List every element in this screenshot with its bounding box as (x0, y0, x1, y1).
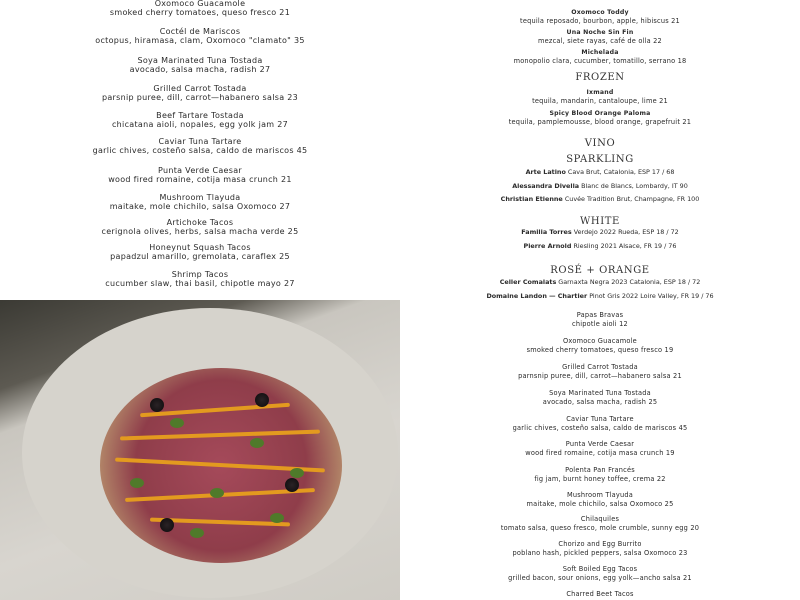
wine-item (400, 168, 800, 177)
drink-name: Michelada (581, 49, 619, 56)
menu-item-name: Honeynut Squash Tacos (149, 243, 251, 252)
wine-producer: Alessandra Divella (512, 182, 580, 190)
drink-description: monopolio clara, cucumber, tomatillo, serrano 18 (513, 57, 687, 65)
wine-producer: Domaine Landon — Chartier (486, 292, 588, 300)
menu-item-name: Oxomoco Guacamole (154, 0, 246, 8)
menu-item-description: cerignola olives, herbs, salsa macha verde 25 (101, 227, 299, 236)
menu-item-name: Chilaquiles (580, 515, 620, 523)
menu-item-description: smoked cherry tomatoes, queso fresco 21 (109, 8, 291, 17)
wine-item (400, 278, 800, 287)
wine-details: Riesling 2021 Alsace, FR 19 / 76 (573, 242, 677, 250)
menu-item-name: Shrimp Tacos (171, 270, 229, 279)
wine-details: Garnaxta Negra 2023 Catalonia, ESP 18 / 72 (558, 278, 701, 286)
menu-item-description: avocado, salsa macha, radish 27 (129, 65, 271, 74)
menu-item-description: grilled bacon, sour onions, egg yolk—ancho salsa 21 (508, 574, 692, 582)
menu-item-name: Caviar Tuna Tartare (158, 137, 242, 146)
menu-item-name: Mushroom Tlayuda (566, 491, 634, 499)
right-menu-page (400, 0, 800, 600)
menu-item-name: Soya Marinated Tuna Tostada (137, 56, 263, 65)
menu-item-description: wood fired romaine, cotija masa crunch 19 (525, 449, 675, 457)
wine-details: Pinot Gris 2022 Loire Valley, FR 19 / 76 (589, 292, 714, 300)
menu-item-description: garlic chives, costeño salsa, caldo de mariscos 45 (92, 146, 308, 155)
drink-description: tequila, pamplemousse, blood orange, grapefruit 21 (508, 118, 692, 126)
menu-item-description: poblano hash, pickled peppers, salsa Oxomoco 23 (512, 549, 688, 557)
wine-item (400, 228, 800, 237)
menu-item-name: Artichoke Tacos (166, 218, 234, 227)
tostada (100, 368, 342, 563)
wine-producer: Pierre Arnold (523, 242, 572, 250)
wine-producer: Familia Torres (521, 228, 572, 236)
wine-item (400, 195, 800, 204)
wine-item (400, 242, 800, 251)
menu-item-name: Soft Boiled Egg Tacos (562, 565, 638, 573)
wine-item (400, 292, 800, 301)
menu-item-name: Papas Bravas (576, 311, 624, 319)
menu-item-description: maitake, mole chichilo, salsa Oxomoco 27 (109, 202, 291, 211)
menu-item-name: Mushroom Tlayuda (159, 193, 241, 202)
drink-name: Oxomoco Toddy (571, 9, 629, 16)
menu-item-name: Chorizo and Egg Burrito (558, 540, 642, 548)
menu-item-description: maitake, mole chichilo, salsa Oxomoco 25 (526, 500, 674, 508)
drink-description: mezcal, siete rayas, café de olla 22 (538, 37, 662, 45)
menu-item-name: Punta Verde Caesar (157, 166, 243, 175)
menu-item-description: wood fired romaine, cotija masa crunch 21 (108, 175, 292, 184)
wine-details: Verdejo 2022 Rueda, ESP 18 / 72 (573, 228, 679, 236)
menu-item-name: Grilled Carrot Tostada (562, 363, 638, 371)
menu-item-description: cucumber slaw, thai basil, chipotle mayo 27 (105, 279, 295, 288)
menu-item-name: Oxomoco Guacamole (563, 337, 637, 345)
menu-item-description: octopus, hiramasa, clam, Oxomoco "clamato" 35 (95, 36, 305, 45)
menu-item-description: smoked cherry tomatoes, queso fresco 19 (526, 346, 674, 354)
menu-item-name: Coctél de Mariscos (159, 27, 241, 36)
wine-details: Cava Brut, Catalonia, ESP 17 / 68 (567, 168, 675, 176)
drink-name: Una Noche Sin Fin (566, 29, 634, 36)
wine-producer: Arte Latino (525, 168, 566, 176)
wine-producer: Celler Comalats (499, 278, 557, 286)
drink-name: Spicy Blood Orange Paloma (549, 110, 651, 117)
wine-item (400, 182, 800, 191)
section-heading-frozen: FROZEN (575, 72, 625, 83)
menu-item-description: chipotle aioli 12 (572, 320, 628, 328)
food-photo-tostada (0, 300, 400, 600)
menu-item-description: papadzul amarillo, gremolata, caraflex 25 (110, 252, 290, 261)
menu-item-description: fig jam, burnt honey toffee, crema 22 (534, 475, 666, 483)
section-heading-rose-orange: ROSÉ + ORANGE (550, 265, 650, 276)
section-heading-vino: VINO (584, 138, 616, 149)
menu-item-name: Punta Verde Caesar (565, 440, 635, 448)
menu-item-name: Caviar Tuna Tartare (566, 415, 634, 423)
menu-item-name: Soya Marinated Tuna Tostada (549, 389, 651, 397)
menu-item-description: parsnip puree, dill, carrot—habanero salsa 23 (101, 93, 299, 102)
wine-details: Cuvée Tradition Brut, Champagne, FR 100 (564, 195, 700, 203)
menu-item-description: tomato salsa, queso fresco, mole crumble, sunny egg 20 (500, 524, 700, 532)
wine-details: Blanc de Blancs, Lombardy, IT 90 (581, 182, 688, 190)
drink-description: tequila, mandarin, cantaloupe, lime 21 (532, 97, 668, 105)
menu-item-name: Charred Beet Tacos (566, 590, 634, 598)
section-heading-white: WHITE (580, 216, 620, 227)
menu-item-description: parnsnip puree, dill, carrot—habanero salsa 21 (518, 372, 682, 380)
menu-item-name: Polenta Pan Francés (565, 466, 635, 474)
section-heading-sparkling: SPARKLING (566, 154, 634, 165)
menu-item-description: garlic chives, costeño salsa, caldo de mariscos 45 (512, 424, 688, 432)
menu-item-description: avocado, salsa macha, radish 25 (542, 398, 658, 406)
menu-item-name: Beef Tartare Tostada (156, 111, 244, 120)
drink-name: Ixmand (586, 89, 614, 96)
menu-item-name: Grilled Carrot Tostada (153, 84, 247, 93)
wine-producer: Christian Etienne (500, 195, 563, 203)
drink-description: tequila reposado, bourbon, apple, hibiscus 21 (520, 17, 680, 25)
menu-item-description: chicatana aioli, nopales, egg yolk jam 27 (111, 120, 289, 129)
